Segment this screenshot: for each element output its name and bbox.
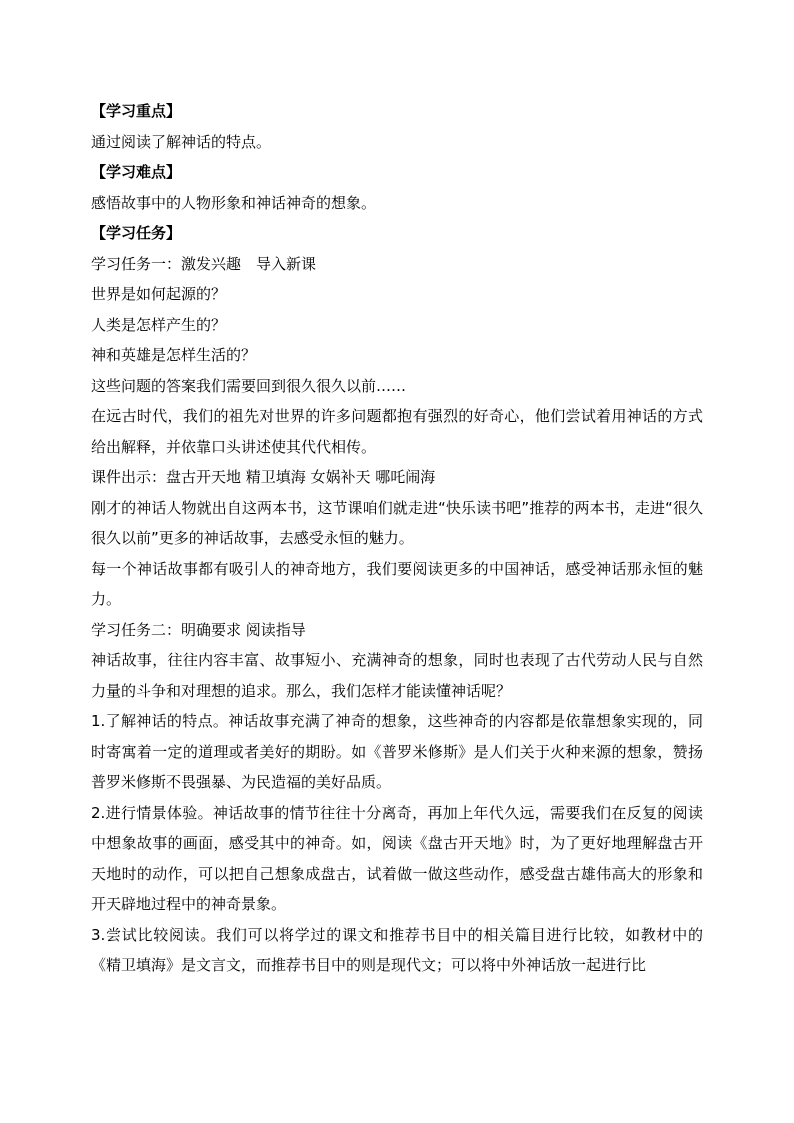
paragraph-courseware: 课件出示：盘古开天地 精卫填海 女娲补天 哪吒闹海 [91, 468, 436, 486]
task2-title: 学习任务二：明确要求 阅读指导 [91, 620, 306, 639]
question-origin-of-world: 世界是如何起源的？ [91, 285, 227, 303]
paragraph-ancient-times: 在远古时代，我们的祖先对世界的许多问题都抱有强烈的好奇心，他们尝试着用神话的方式给出解释，并依靠口头讲述使其代代相传。 [91, 407, 703, 456]
paragraph-every-myth: 每一个神话故事都有吸引人的神奇地方，我们要阅读更多的中国神话，感受神话那永恒的魅力。 [91, 559, 703, 608]
paragraph-books: 刚才的神话人物就出自这两本书，这节课咱们就走进“快乐读书吧”推荐的两本书，走进“很久很久以前”更多的神话故事，去感受永恒的魅力。 [91, 498, 703, 547]
question-gods-and-heroes: 神和英雄是怎样生活的？ [91, 346, 257, 364]
task1-title: 学习任务一：激发兴趣 导入新课 [91, 254, 317, 273]
question-origin-of-humans: 人类是怎样产生的？ [91, 315, 227, 334]
paragraph-myth-stories: 神话故事，往往内容丰富、故事短小、充满神奇的想象，同时也表现了古代劳动人民与自然力量的斗争和对理想的追求。那么，我们怎样才能读懂神话呢？ [91, 651, 703, 700]
heading-difficulties: 【学习难点】 [91, 163, 182, 181]
paragraph-point-3: 3.尝试比较阅读。我们可以将学过的课文和推荐书目中的相关篇目进行比较，如教材中的《精卫填海》是文言文，而推荐书目中的则是现代文；可以将中外神话放一起进行比 [91, 925, 703, 974]
heading-tasks: 【学习任务】 [91, 224, 182, 242]
difficulties-text: 感悟故事中的人物形象和神话神奇的想象。 [91, 193, 377, 212]
paragraph-point-2: 2.进行情景体验。神话故事的情节往往十分离奇，再加上年代久远，需要我们在反复的阅读中想象故事的画面，感受其中的神奇。如，阅读《盘古开天地》时，为了更好地理解盘古开天地时的动作，可以把自己想象成盘古，试着做一做这些动作，感受盘古雄伟高大的形象和开天辟地过程中的神奇景象。 [91, 803, 703, 913]
heading-key-points: 【学习重点】 [91, 102, 182, 120]
key-points-text: 通过阅读了解神话的特点。 [91, 132, 272, 151]
document-page [91, 96, 703, 981]
paragraph-answer: 这些问题的答案我们需要回到很久很久以前…… [91, 376, 407, 395]
paragraph-point-1: 1.了解神话的特点。神话故事充满了神奇的想象，这些神奇的内容都是依靠想象实现的，同时寄寓着一定的道理或者美好的期盼。如《普罗米修斯》是人们关于火种来源的想象，赞扬普罗米修斯不畏强暴、为民造福的美好品质。 [91, 712, 703, 791]
